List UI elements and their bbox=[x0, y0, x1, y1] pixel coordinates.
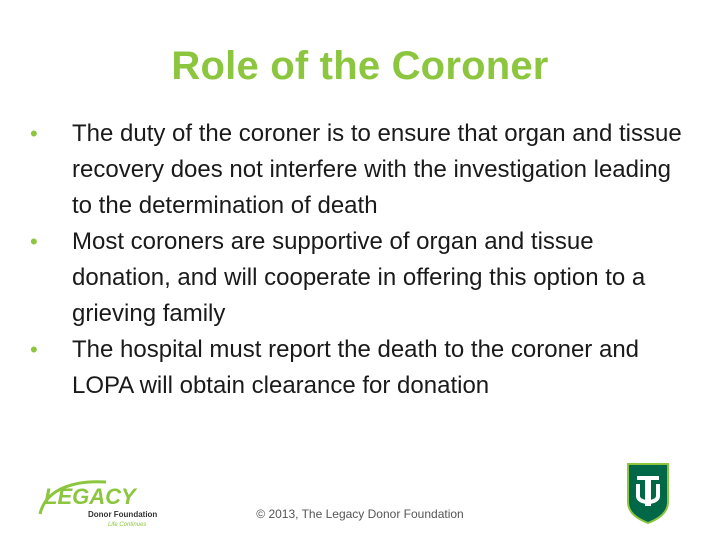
bullet-list bbox=[30, 116, 690, 404]
legacy-logo-wordmark: LEGACY bbox=[44, 484, 136, 509]
legacy-logo-subtitle: Donor Foundation bbox=[88, 510, 158, 519]
bullet-text: The hospital must report the death to the coroner and LOPA will obtain clearance for donation bbox=[72, 336, 640, 399]
bullet-item bbox=[30, 224, 690, 332]
legacy-logo-tagline: Life Continues bbox=[108, 522, 147, 528]
bullet-marker: • bbox=[30, 121, 38, 146]
legacy-donor-foundation-logo bbox=[36, 474, 166, 530]
tulane-shield-logo bbox=[626, 462, 670, 524]
bullet-item bbox=[30, 332, 690, 404]
footer-copyright: © 2013, The Legacy Donor Foundation bbox=[256, 507, 464, 521]
bullet-marker: • bbox=[30, 337, 38, 362]
bullet-text: The duty of the coroner is to ensure that organ and tissue recovery does not interfere with the investigation leading to the determination of death bbox=[72, 120, 682, 219]
bullet-text: Most coroners are supportive of organ and tissue donation, and will cooperate in offering this option to a grieving family bbox=[72, 228, 646, 327]
bullet-marker: • bbox=[30, 229, 38, 254]
slide-title: Role of the Coroner bbox=[171, 44, 549, 88]
bullet-item bbox=[30, 116, 690, 224]
